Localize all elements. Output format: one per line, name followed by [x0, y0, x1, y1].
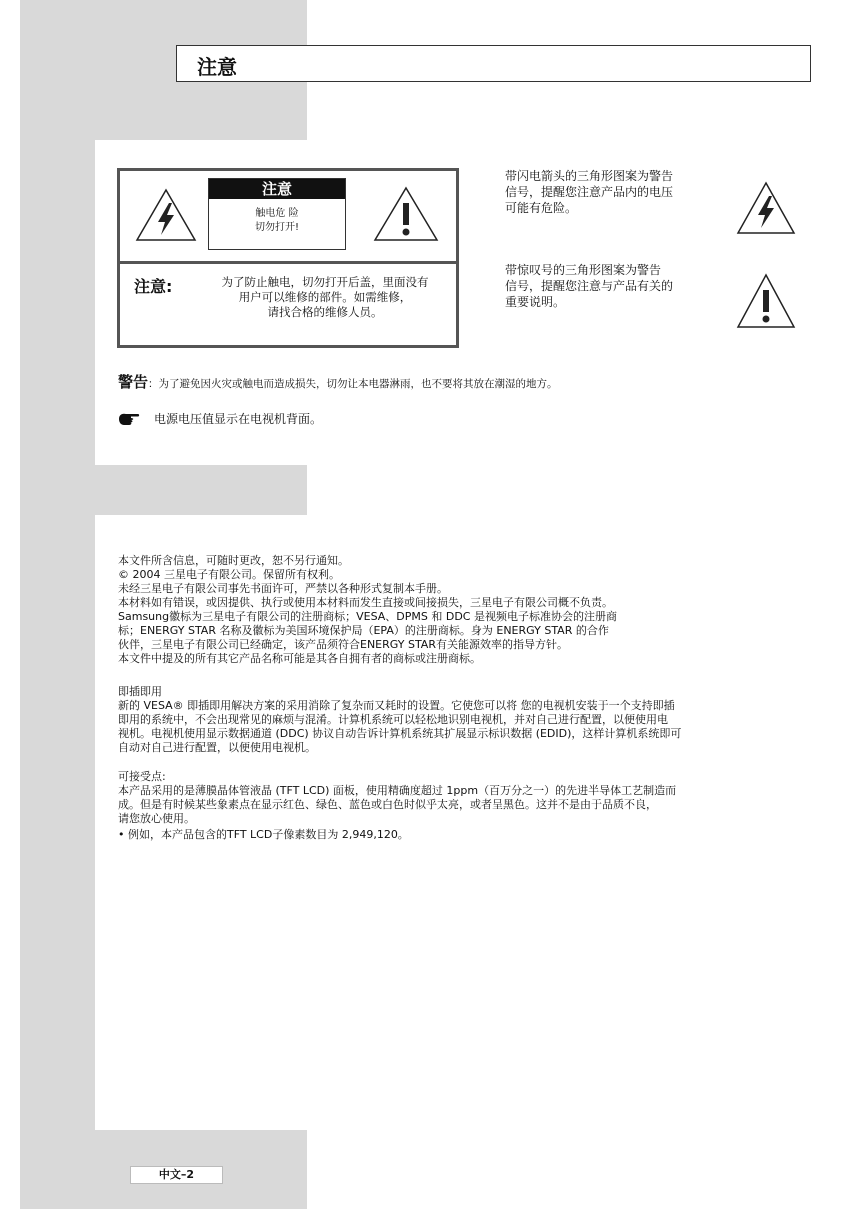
legal-line: © 2004 三星电子有限公司。保留所有权利。	[118, 568, 340, 581]
acceptable-example: • 例如，本产品包含的TFT LCD子像素数目为 2,949,120。	[118, 828, 409, 841]
exclamation-triangle-icon	[735, 272, 797, 330]
lightning-triangle-icon	[134, 187, 198, 243]
description-line: 可能有危险。	[505, 201, 578, 215]
caution-center-box	[208, 178, 346, 250]
caution-center-header: 注意	[209, 179, 345, 199]
plugplay-line: 视机。电视机使用显示数据通道 (DDC) 协议自动告诉计算机系统其扩展显示标识数据 (EDID)，这样计算机系统即可	[118, 727, 682, 740]
legal-text	[118, 554, 833, 666]
caution-text-line: 请找合格的维修人员。	[267, 305, 383, 319]
lightning-triangle-icon	[735, 180, 797, 236]
warning-label: 警告	[118, 373, 149, 391]
caution-text-line: 为了防止触电，切勿打开后盖，里面没有	[221, 275, 429, 289]
legal-line: Samsung徽标为三星电子有限公司的注册商标；VESA、DPMS 和 DDC 是视频电子标准协会的注册商	[118, 610, 617, 623]
caution-shock-text: 触电危 险	[255, 208, 299, 219]
caution-top	[120, 171, 456, 264]
title-box	[176, 45, 811, 82]
description-line: 带闪电箭头的三角形图案为警告	[505, 169, 674, 183]
acceptable-text	[118, 784, 833, 826]
legal-line: 伙伴，三星电子有限公司已经确定，该产品须符合ENERGY STAR有关能源效率的指导方针。	[118, 638, 568, 651]
page-title: 注意	[197, 55, 237, 79]
description-line: 信号，提醒您注意产品内的电压	[505, 185, 674, 199]
plugplay-text	[118, 699, 833, 755]
description-line: 信号，提醒您注意与产品有关的	[505, 279, 674, 293]
acceptable-heading: 可接受点:	[118, 770, 166, 783]
description-line: 重要说明。	[505, 295, 566, 309]
caution-frame	[117, 168, 459, 348]
acceptable-line: 成。但是有时候某些象素点在显示红色、绿色、蓝色或白色时似乎太亮，或者呈黑色。这并不是由于品质不良，	[118, 798, 657, 811]
exclamation-description	[505, 262, 673, 310]
note-line	[118, 410, 322, 427]
plugplay-line: 即用的系统中，不会出现常见的麻烦与混淆。计算机系统可以轻松地识别电视机，并对自己进行配置，以便使用电	[118, 713, 668, 726]
legal-line: 本文件中提及的所有其它产品名称可能是其各自拥有者的商标或注册商标。	[118, 652, 481, 665]
caution-text	[200, 275, 450, 320]
exclamation-triangle-icon	[372, 185, 440, 243]
pointing-hand-icon	[118, 412, 140, 426]
plugplay-line: 自动对自己进行配置，以便使用电视机。	[118, 741, 316, 754]
legal-line: 本材料如有错误，或因提供、执行或使用本材料而发生直接或间接损失，三星电子有限公司概不负责。	[118, 596, 613, 609]
acceptable-line: 本产品采用的是薄膜晶体管液晶 (TFT LCD) 面板，使用精确度超过 1ppm（百万分之一）的先进半导体工艺制造而	[118, 784, 677, 797]
caution-do-not-open-text: 切勿打开!	[254, 222, 299, 233]
lightning-description	[505, 168, 673, 216]
plugplay-heading: 即插即用	[118, 685, 162, 698]
acceptable-line: 请您放心使用。	[118, 812, 195, 825]
caution-text-line: 用户可以维修的部件。如需维修，	[238, 290, 412, 304]
legal-line: 标；ENERGY STAR 名称及徽标为美国环境保护局（EPA）的注册商标。身为 ENERGY STAR 的合作	[118, 624, 609, 637]
note-text: 电源电压值显示在电视机背面。	[154, 412, 323, 426]
warning-text: ：为了避免因火灾或触电而造成损失，切勿让本电器淋雨，也不要将其放在潮湿的地方。	[148, 378, 558, 390]
warning-line	[118, 371, 558, 392]
page-number: 中文–2	[130, 1166, 223, 1184]
plugplay-line: 新的 VESA® 即插即用解决方案的采用消除了复杂而又耗时的设置。它使您可以将 您的电视机安装于一个支持即插	[118, 699, 675, 712]
legal-line: 未经三星电子有限公司事先书面许可，严禁以各种形式复制本手册。	[118, 582, 448, 595]
legal-line: 本文件所含信息，可随时更改，恕不另行通知。	[118, 554, 349, 567]
description-line: 带惊叹号的三角形图案为警告	[505, 263, 662, 277]
caution-label: 注意:	[134, 277, 173, 296]
left-grey-margin	[20, 0, 95, 1209]
